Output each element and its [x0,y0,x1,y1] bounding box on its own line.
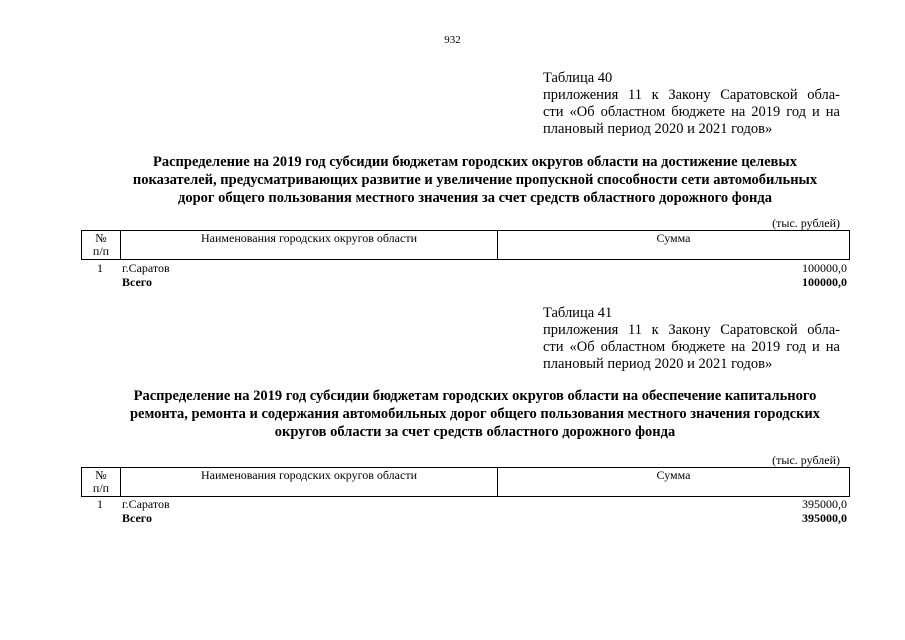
total-row [81,511,850,525]
caption-line: сти «Об областном бюджете на 2019 год и на [543,104,840,120]
caption-line: сти «Об областном бюджете на 2019 год и на [543,339,840,355]
total-sum: 395000,0 [802,511,847,525]
row-sum: 395000,0 [802,497,847,511]
table-41-title [95,387,855,441]
title-line: Распределение на 2019 год субсидии бюджетам городских округов области на обеспечение капитального [133,388,817,404]
table-41-header [81,467,850,497]
total-number [81,511,119,525]
header-number-line: № [95,231,107,245]
page-number: 932 [444,34,461,46]
title-line: дорог общего пользования местного значения за счет средств областного дорожного фонда [178,190,772,206]
row-number: 1 [97,261,103,275]
header-name: Наименования городских округов области [121,231,498,260]
row-number: 1 [97,497,103,511]
title-line: округов области за счет средств областного дорожного фонда [274,424,676,440]
title-line: ремонта, ремонта и содержания автомобильных дорог общего пользования местного значения городских [129,406,821,422]
row-sum: 100000,0 [802,261,847,275]
caption-line: плановый период 2020 и 2021 годов» [543,356,773,372]
caption-line: приложения 11 к Закону Саратовской обла- [543,322,840,338]
caption-table-label: Таблица 40 [543,70,613,86]
caption-line: приложения 11 к Закону Саратовской обла- [543,87,840,103]
caption-line: плановый период 2020 и 2021 годов» [543,121,773,137]
total-label: Всего [122,511,152,525]
table-40-unit: (тыс. рублей) [772,216,840,230]
header-number [82,468,121,497]
row-name: г.Саратов [122,261,170,275]
header-number-line: п/п [92,481,110,495]
total-sum: 100000,0 [802,275,847,289]
header-sum: Сумма [498,231,850,260]
header-sum: Сумма [498,468,850,497]
table-40-body [81,261,850,289]
table-40-header [81,230,850,260]
title-line: Распределение на 2019 год субсидии бюджетам городских округов области на достижение целевых [153,154,797,170]
total-number [81,275,119,289]
table-41-body [81,497,850,525]
total-row [81,275,850,289]
header-number-line: п/п [92,244,110,258]
table-40-caption [543,70,840,138]
title-line: показателей, предусматривающих развитие и увеличение пропускной способности сети автомобильных [132,172,818,188]
table-41-unit: (тыс. рублей) [772,453,840,467]
total-label: Всего [122,275,152,289]
table-40-title [95,153,855,207]
header-number-line: № [95,468,107,482]
table-41-caption [543,305,840,373]
table-row [81,497,850,511]
header-number [82,231,121,260]
caption-table-label: Таблица 41 [543,305,613,321]
row-name: г.Саратов [122,497,170,511]
header-name: Наименования городских округов области [121,468,498,497]
table-row [81,261,850,275]
